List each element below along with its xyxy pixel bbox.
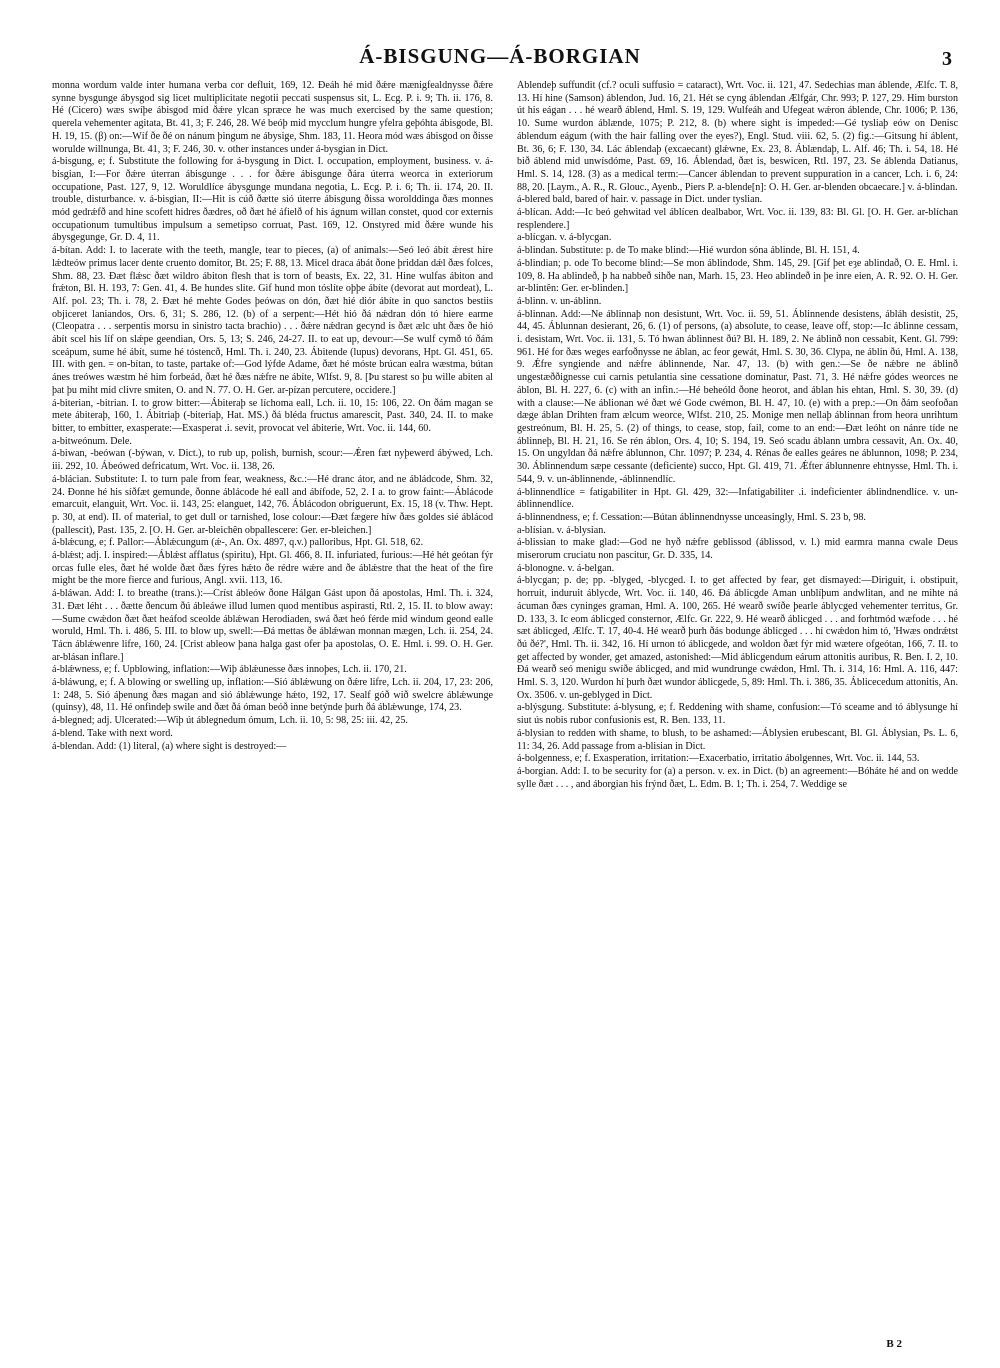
dictionary-entry: á-blegned; adj. Ulcerated:—Wiþ út áblegnedum ómum, Lch. ii. 10, 5: 98, 25: iii. 42, 25. (52, 715, 408, 727)
dictionary-entry: á-blend. Take with next word. (52, 727, 173, 739)
dictionary-entry: á-blácian. Substitute: I. to turn pale from fear, weakness, &c.:—Hé dranc átor, and ne ábládcode, Shm. 32, 24. Ðonne hé his síðfæt gemunde, ðonne áblácode hé eall and ábífode, 52, 2. I a. to grow faint:—Áblácode emarcuit, elanguit, Wrt. Voc. ii. 143, 25: elanguet, 142, 76. Áblácodon obriguerunt, Ex. 15, 18 (v. Thw. Hept. p. 30, at end). II. of material, to get dull or tarnished, lose colour:—Ðæt fægere híw ðæs goldes sié áblácod (pallescit), Past. 135, 2. [O. H. Ger. ar-bleichên obpallescere: Ger. er-bleichen.] (52, 473, 493, 536)
dictionary-entry: á-biwan, -beówan (-býwan, v. Dict.), to rub up, polish, burnish, scour:—Ǽren fæt nyþewerd ábýwed, Lch. iii. 292, 10. Ábeówed defricatum, Wrt. Voc. ii. 138, 26. (52, 448, 493, 473)
signature-mark: B 2 (886, 1338, 902, 1350)
dictionary-entry: á-blered bald, bared of hair. v. passage in Dict. under tyslian. (517, 194, 763, 206)
right-column (517, 80, 958, 1342)
dictionary-entry: á-blícan. Add:—Ic beó gehwitad vel áblícen dealbabor, Wrt. Voc. ii. 139, 83: Bl. Gl. [O. H. Ger. ar-blíchan resplendere.] (517, 207, 958, 231)
dictionary-entry: á-blendan. Add: (1) literal, (a) where sight is destroyed:— (52, 740, 287, 752)
dictionary-entry: á-blissian to make glad:—God ne hyð nǽfre geblissod (áblissod, v. l.) mid earmra manna cwale Deus miserorum cruciatu non pascitur, Gr. D. 335, 14. (517, 537, 958, 562)
text-columns (52, 80, 958, 1342)
dictionary-entry: a-blýsgung. Substitute: á-blysung, e; f. Reddening with shame, confusion:—Tó sceame and tó áblysunge hí siut ús nobis rubor confusionis est, R. Ben. 133, 11. (517, 702, 958, 727)
dictionary-entry: á-blinn. v. un-áblinn. (517, 295, 602, 307)
dictionary-entry: á-bítan. Add: I. to lacerate with the teeth, mangle, tear to pieces, (a) of animals:—Seó leó ábít ǽrest hire lǽdteów primus lacer dente cruento domitor, Bt. 25; F. 88, 13. Micel draca ábát ðone þriddan dǽl ðæs folces, Shm. 88, 23. Ðæt flǽsc ðæt wildro ábiton flesh that is torn of beasts, Ex. 22, 31. Hine wulfas ábiton and frǽton, Bl. H. 193, 7: Gen. 41, 4. Be hundes slite. Gif hund mon tóslíte oþþe ábíte (devorat aut mordeat), L. Alf. pol. 23; Th. i. 78, 2. Ðæt hé mehte Godes þeówas on dón, ðæt hié diór ábíte in quo sanctos bestiis objiceret laniandos, Ors. 6, 31; S. 286, 12. (b) of a serpent:—Hét hió ðá nǽdran dón tó hiere earme (Cleopatra . . . serpentis morsu in sinistro tacta brachio) . . . ðǽre nǽdran gecynd is ðæt ælc uht ðæs ðe hió ábít scel his líf on slǽpe geendian, Ors. 5, 13; S. 246, 24-27. II. to eat up, devour:—Se wulf cymð tó ðám sceápum, sume hé ábít, sume hé tóstencð, Hml. Th. i. 240, 23. Ábitende (lupus) devorans, Hpt. Gl. 451, 65. III. with gen. = on-bítan, to taste, partake of:—God lýfde Adame, ðæt hé móste brúcan ealra wæstma, bútan ánes treówes wæstm hé him forbeád, ðæt hé ðæs nǽfre ne ábíte, Wlfst. 9, 8. [Þu starest so þu wille abiten al þat þu miht mid clivre smiten, O. and N. 77. O. H. Ger. ar-pízan percutere, occidere.] (52, 245, 493, 396)
dictionary-entry: monna wordum valde inter humana verba cor defluit, 169, 12. Ðeáh hé mid ðǽre mænigfealdnysse ðǽre synne bysgunge ábysgod sig licet multiplicitate negotii peccati suspensus sit, L. Ecg. P. i. 9; Th. ii. 176, 8. Hé (Cicero) wæs swíþe ábisgod mid ðǽre ylcan spræce he was much exercised by the same question; querela vehementer agitata, Bt. 41, 3; F. 246, 28. Wé beóþ mid mycclum hungre yfelra geþóhta ábisgode, Bl. H. 19, 15. (β) on:—Wíf ðe ðé on nánum þingum ne ábysige, Shm. 183, 11. Heora mód wæs ábisgod on ðisse worulde willnunga, Bt. 41, 3; F. 246, 30. v. other instances under á-bysgian in Dict. (52, 80, 493, 155)
dictionary-entry: á-blindan. Substitute: p. de To make blind:—Hié wurdon sóna áblinde, Bl. H. 151, 4. (517, 245, 860, 257)
running-head: Á-BISGUNG—Á-BORGIAN (359, 44, 641, 68)
dictionary-entry: á-biterian, -bitrian. I. to grow bitter:—Ábiteraþ se líchoma eall, Lch. ii. 10, 15: 106, 22. On ðám magan se mete ábiteraþ, 160, 1. Ábitriaþ (-biteriaþ, Hat. MS.) ðá bléda fructus amarescit, Past. 340, 24. II. to make bitter, to embitter, exasperate:—Exasperat .i. sevit, provocat vel ábiterie, Wrt. Voc. ii. 144, 60. (52, 397, 493, 434)
dictionary-entry: á-blǽcung, e; f. Pallor:—Áblǽcungum (ǽ-, An. Ox. 4897, q.v.) palloribus, Hpt. Gl. 518, 62. (52, 537, 424, 549)
page-number: 3 (942, 48, 952, 70)
dictionary-entry: á-blysian to redden with shame, to blush, to be ashamed:—Áblysien erubescant, Bl. Gl. Áblysian, Ps. L. 6, 11: 34, 26. Add passage from a-blisian in Dict. (517, 727, 958, 752)
dictionary-entry: a-blísian. v. á-blysian. (517, 524, 606, 536)
dictionary-entry: á-bolgenness, e; f. Exasperation, irritation:—Exacerbatio, irritatio ábolgennes, Wrt. Voc. ii. 144, 53. (517, 753, 920, 765)
dictionary-entry: á-blonogne. v. á-belgan. (517, 562, 615, 574)
left-column (52, 80, 493, 1342)
dictionary-entry: á-bláwan. Add: I. to breathe (trans.):—Críst ábleów ðone Hálgan Gást upon ðá apostolas, Hml. Th. i. 324, 31. Ðæt léht . . . ðætte ðencum ðú ábleáwe illud lumen quod mentibus aspirasti, Rtl. 2, 15. II. to blow away:—Sume cwǽdon ðæt ðæt heáfod sceolde áblǽwan Herodiaden, swá ðæt heó férde mid windum geond ealle woruld, Hml. Th. i. 486, 5. III. to blow up, swell:—Ðá mettas ðe áblǽwan monnan mægen, Lch. ii. 254, 24. Tácn áblǽwenre lifre, 160, 24. [Crist ableow þana halga gast ofer þa apostolas, O. E. Hml. i. 99. O. H. Ger. ar-blásan inflare.] (52, 588, 493, 663)
dictionary-entry: a-bitweónum. Dele. (52, 435, 132, 447)
dictionary-entry: á-blindian; p. ode To become blind:—Se mon áblindode, Shm. 145, 29. [Gif þet eȝe ablindað, O. E. Hml. i. 109, 8. Ha ablindeð, þ ha nabbeð sihðe nan, Marh. 15, 23. Heo ablindeð in þe inre eien, A. R. 92. O. H. Ger. ar-blintên: Ger. er-blinden.] (517, 257, 958, 295)
dictionary-entry: á-blinnan. Add:—Ne áblinnaþ non desistunt, Wrt. Voc. ii. 59, 51. Áblinnende desistens, ábláh desistit, 25, 44, 45. Áblunnan desierant, 26, 6. (1) of persons, (a) absolute, to cease, leave off, stop:—Ic áblinne cessam, i. desistam, Wrt. Voc. ii. 131, 5. Tó hwan áblinnest ðú? Bl. H. 189, 2. Ne áblinð non cessabit, Kent. Gl. 799: 961. Hé for ðæs weges earfoðnysse ne áblan, ac feor gewát, Hml. S. 30, 36. Clypa, ne áblin ðú, Hml. A. 138, 9. Ǽfre syngiende and nǽfre áblinnende, Nar. 47, 13. (b) with gen.:—Se ðe nǽbre ne áblinð ungestæððignesse cui carnis petulantia sine cessatione dominatur, Past. 71, 3. Hé nǽfre gódes weorces ne áblon, Bl. H. 227, 6. (c) with an infin.:—Hé beheóld ðone heorot, and áblan his ehtan, Hml. S. 30, 39. (d) with a clause:—Ne áblionan wé ðæt wé Gode cwémon, Bl. H. 47, 10. (e) with a prep.:—On ðám seofoðan dæge áblan Drihten fram ælcum weorce, Wlfst. 210, 25. Monige men nellaþ áblinnan from heora unrihtum gestreónum, Bl. H. 25, 5. (2) of things, to cease, stop, fail, come to an end:—Ðæt leóht on nánre tíde ne áblinneþ, Bl. H. 21, 16. Se rén áblon, Ors. 4, 10; S. 194, 19. Seó scadu áblann umbra cessavit, An. Ox. 40, 15. On ungyldan ðá nǽfre áblunnon, Chr. 1097; P. 234, 4. Rénas ðe ealles geáres ne áblunnon, 1098; P. 234, 30. Áblinnendum sæpe cessante (deficiente) succo, Hpt. Gl. 419, 71. Ǽfter áblunnenre ehtnysse, Hml. Th. i. 544, 9. v. un-áblinnende, -áblinnendlíc. (517, 308, 958, 485)
dictionary-entry: a-blícgan. v. á-blycgan. (517, 232, 612, 244)
dictionary-entry: Áblendeþ suffundit (cf.? oculi suffusio = cataract), Wrt. Voc. ii. 121, 47. Sedechias man áblende, Ælfc. T. 8, 13. Hí hine (Samson) áblendon, Jud. 16, 21. Hét se cyng áblendan Ælfgár, Chr. 993; P. 127, 29. Him burston út his eágan . . . hé wearð áblend, Hml. S. 19, 129. Wulfeáh and Ufegeat wǽron áblende, Chr. 1006; P. 136, 10. Sume wurdon áblænde, 1075; P. 212, 8. (b) where sight is impeded:—Gé tysliaþ eów on Denisc áblendum eágum (with the hair falling over the eyes?), Engl. Stud. viii. 62, 5. (2) fig.:—Gitsung hí áblent, Bt. 36, 6; F. 130, 34. Lác áblendaþ (excaecant) glǽwne, Ex. 23, 8. Áblændaþ, L. Alf. 46; Th. i. 54, 18. Hé bið áblend mid unwísdóme, Past. 69, 16. Áblendad, ðæt is, beswicen, Rtl. 197, 23. Se áblenda Datianus, Hml. S. 14, 128. (3) as a medical term:—Cancer áblendan to prevent suppuration in a cancer, Lch. i. 6, 24: 88, 20. [Laym., A. R., R. Glouc., Ayenb., Piers P. a-blende[n]: O. H. Ger. ar-blenden obcaecare.] v. á-blindan. (517, 80, 958, 193)
dictionary-entry: á-blycgan; p. de; pp. -blyged, -blycged. I. to get affected by fear, get dismayed:—Diriguit, i. obstipuit, horruit, induruit áblycde, Wrt. Voc. ii. 140, 46. Ðá áblicgde Aman unblíþum andwlitan, and ne mihte ná ácuman ðæs cyninges graman, Hml. A. 100, 265. Hé wearð swíðe þearle áblycged vehementer territus, Gr. D. 133, 3. Ic eom áblicged consternor, Ælfc. Gr. 222, 9. Hé wearð áblicged . . . and forhtmód wæfode . . . hé sæt áblicged, Ælfc. T. 17, 40-4. Hé wearð þurh ðás bodunge áblicged . . . hí cwǽdon him tó, 'Hwæs ondrǽtst ðú ðé?', Hml. Th. ii. 342, 16. Hí urnon tó áblicgede, and woldon ðæt fýr mid wætere ofgeótan, 166, 7. II. to get affected by wonder, get amazed, astonished:—Mid áblicgendum eárum attonitis auribus, R. Ben. I. 2, 10. Ðá wearð seó menigu swíðe áblicged, and mid wundrunge cwǽdon, Hml. Th. i. 314, 16: Hml. A. 116, 447: Hml. S. 3, 120. Wurdon hí þurh ðæt wundor áblicgede, 5, 89: Hml. Th. i. 386, 35. Áblicecedum attonitis, An. Ox. 3506. v. un-geblyged in Dict. (517, 575, 958, 701)
dictionary-entry: á-blǽst; adj. I. inspired:—Áblǽst afflatus (spiritu), Hpt. Gl. 466, 8. II. infuriated, furious:—Hé hét geótan fýr orcas fulle eles, ðæt hé wolde ðæt ðæs fýres hǽto ðe rédre wǽre and ðe áblǽstre that the heat of the fire might be the more fierce and furious, Angl. xvii. 113, 16. (52, 550, 493, 587)
dictionary-entry: á-blǽwness, e; f. Upblowing, inflation:—Wiþ áblǽunesse ðæs innoþes, Lch. ii. 170, 21. (52, 664, 407, 676)
dictionary-entry: á-borgian. Add: I. to be security for (a) a person. v. ex. in Dict. (b) an agreement:—Bóháte hé and on wedde sylle ðæt . . . , and áborgian his frýnd ðæt, L. Edm. B. 1; Th. i. 254, 7. Weddige se (517, 765, 958, 790)
dictionary-entry: á-blinnendness, e; f. Cessation:—Bútan áblinnendnysse unceasingly, Hml. S. 23 b, 98. (517, 511, 866, 523)
dictionary-entry: á-blinnendlíce = fatigabiliter in Hpt. Gl. 429, 32:—Infatigabiliter .i. indeficienter áblindnendlíce. v. un-áblinnendlíce. (517, 486, 958, 511)
dictionary-entry: á-bláwung, e; f. A blowing or swelling up, inflation:—Sió áblǽwung on ðǽre lifre, Lch. ii. 204, 17, 23: 206, 1: 248, 5. Sió áþenung ðæs magan and sió áblǽwunge hǽto, 192, 17. Sealf góð wið swelcre áblǽwunge (quinsy), 48, 11. Hé onfindeþ swile and ðæt ðá óman beóð inne betýnde þurh ðá áblǽwunge, 174, 23. (52, 677, 493, 714)
dictionary-entry: á-bisgung, e; f. Substitute the following for á-bysgung in Dict. I. occupation, employment, business. v. á-bisgian, I:—For ðǽre úterran ábisgunge . . . for ðǽre ábisgunge ðára úterra weorca in exteriorum occupatione, Past. 127, 9, 12. Woruldlíce ábysgunge mundana negotia, L. Ecg. P. i. 6; Th. ii. 174, 20. II. trouble, disturbance. v. á-bisgian, II:—Hit is cúð ðætte sió úterre ábisgung ðissa worolddinga ðæs monnes mód gedrǽfð and hine scofett hidres ðædres, oð ðæt hé áfielð of his ágnum willan constet, quod cor externis occupationum tumultibus impulsum a semetipso corruat, Past. 169, 12. Onstyred mid ðǽre wunde his ábysgegunge, Gr. D. 4, 11. (52, 156, 493, 244)
